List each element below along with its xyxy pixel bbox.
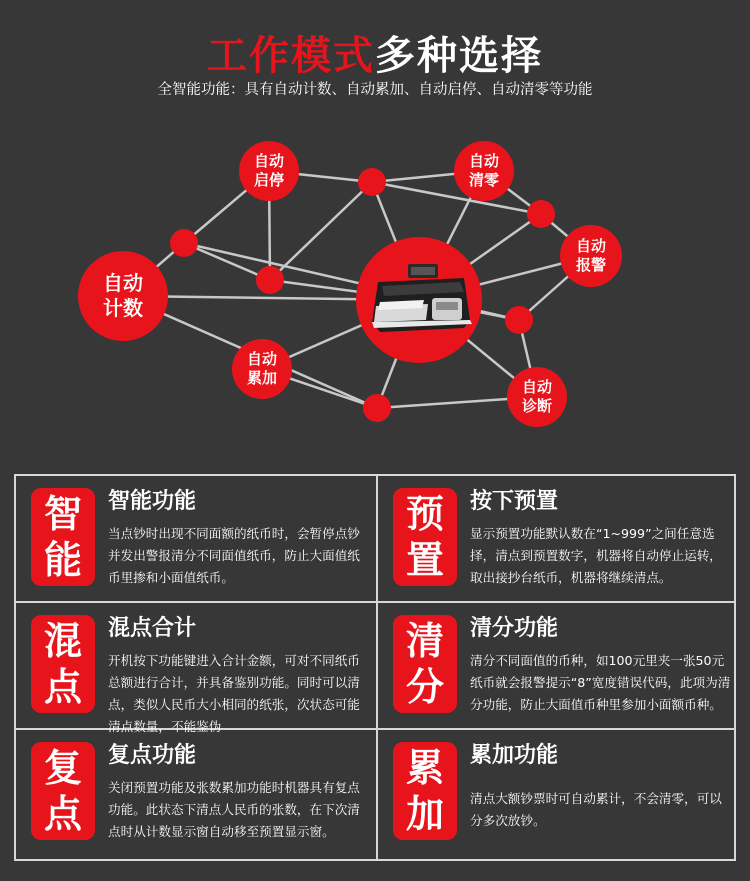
feature-title: 清分功能	[470, 616, 559, 641]
hub-dot	[363, 394, 391, 422]
feature-description: 当点钞时出现不同面额的纸币时，会暂停点钞并发出警报清分不同面值纸币，防止大面值纸币里掺和小面值纸币。	[108, 526, 360, 585]
hub-dot	[505, 306, 533, 334]
feature-description: 显示预置功能默认数在“1~999”之间任意选择，清点到预置数字，机器将自动停止运转，取出接抄台纸币，机器将继续清点。	[470, 526, 722, 585]
feature-description: 清点大额钞票时可自动累计，不会清零，可以分多次放钞。	[470, 791, 722, 828]
feature-badge: 预 置	[393, 488, 457, 586]
node-auto-clear-label: 自动 清零	[468, 152, 499, 189]
feature-badge: 累 加	[393, 742, 457, 840]
feature-description: 开机按下功能键进入合计金额，可对不同纸币总额进行合计，并具备鉴别功能。同时可以清点，类似人民币大小相同的纸张，次状态可能清点数量，不能鉴伪	[108, 653, 360, 734]
node-auto-diagnose-label: 自动 诊断	[521, 378, 552, 415]
feature-cell-sorting	[378, 603, 734, 728]
money-counter-machine-image	[368, 262, 474, 338]
feature-description: 关闭预置功能及张数累加功能时机器具有复点功能。此状态下清点人民币的张数，在下次清点时从计数显示窗自动移至预置显示窗。	[108, 780, 360, 839]
feature-badge: 复 点	[31, 742, 95, 840]
feature-title: 累加功能	[470, 743, 559, 768]
hub-dot	[170, 229, 198, 257]
feature-cell-smart	[16, 476, 372, 601]
feature-title: 智能功能	[108, 489, 197, 514]
feature-badge: 智 能	[31, 488, 95, 586]
feature-description: 清分不同面值的币种，如100元里夹一张50元纸币就会报警提示“8”宽度错误代码，此项为清分功能，防止大面值币种里参加小面额币种。	[470, 653, 731, 712]
title-white-part: 多种选择	[375, 33, 543, 79]
hub-dot	[256, 266, 284, 294]
hub-dot	[358, 168, 386, 196]
node-auto-accumulate-label: 自动 累加	[246, 350, 277, 387]
feature-cell-accumulate	[378, 730, 734, 855]
page-subtitle: 全智能功能：具有自动计数、自动累加、自动启停、自动清零等功能	[157, 82, 593, 98]
node-auto-start-stop-label: 自动 启停	[253, 152, 284, 189]
feature-grid	[14, 474, 736, 861]
node-auto-count-label: 自动 计数	[103, 271, 143, 320]
feature-title: 按下预置	[470, 489, 559, 514]
feature-cell-preset	[378, 476, 734, 601]
title-red-part: 工作模式	[207, 33, 375, 79]
feature-badge: 混 点	[31, 615, 95, 713]
feature-cell-recount	[16, 730, 372, 855]
feature-title: 混点合计	[108, 616, 197, 641]
node-auto-alarm-label: 自动 报警	[575, 237, 606, 274]
feature-title: 复点功能	[108, 743, 197, 768]
hub-dot	[527, 200, 555, 228]
feature-cell-mixed-count	[16, 603, 372, 734]
feature-badge: 清 分	[393, 615, 457, 713]
